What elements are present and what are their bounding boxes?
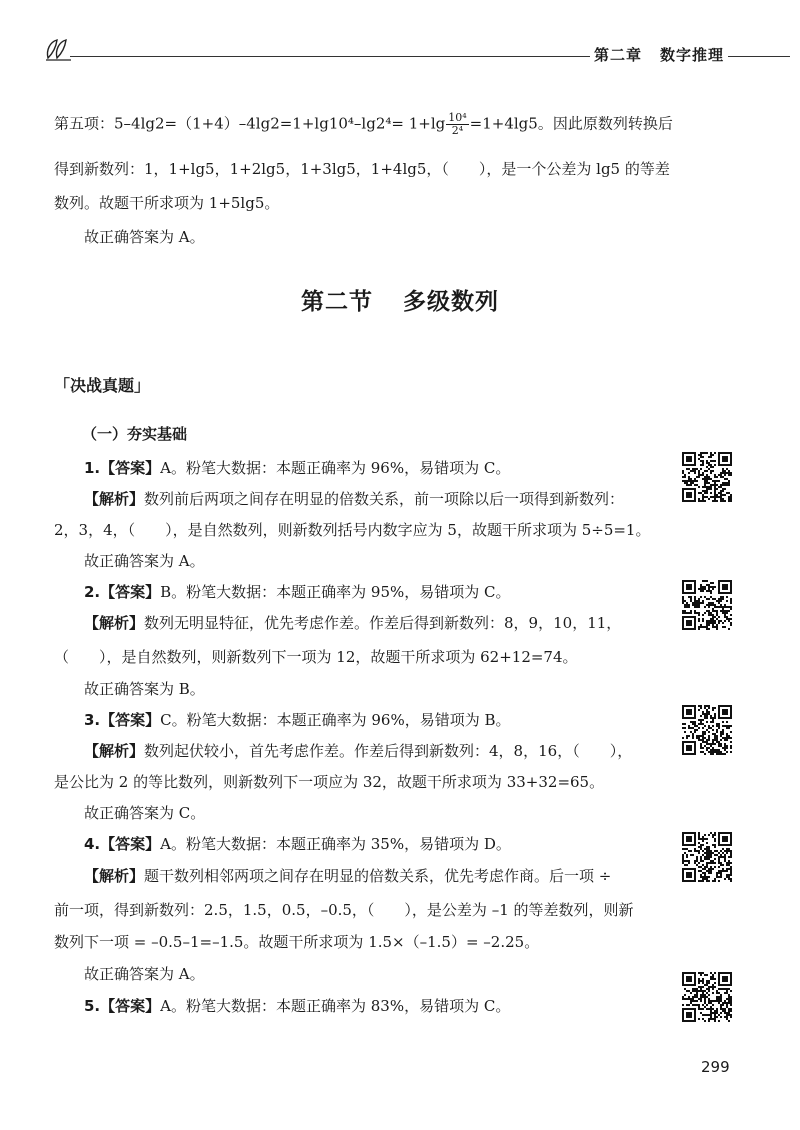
question-answer: 1.【答案】A。粉笔大数据：本题正确率为 96%，易错项为 C。 <box>84 459 511 477</box>
paragraph-line: （ ），是自然数列，则新数列下一项为 12，故题干所求项为 62+12=74。 <box>54 648 578 666</box>
paragraph-line: 2，3，4，（ ），是自然数列，则新数列括号内数字应为 5，故题干所求项为 5÷5=1。 <box>54 521 651 539</box>
page-number: 299 <box>701 1058 730 1076</box>
paragraph-line: 数列。故题干所求项为 1+5lg5。 <box>54 194 280 212</box>
question-answer: 3.【答案】C。粉笔大数据：本题正确率为 96%，易错项为 B。 <box>84 711 511 729</box>
paragraph-line: 得到新数列：1，1+lg5，1+2lg5，1+3lg5，1+4lg5，（ ），是一个公差为 lg5 的等差 <box>54 160 670 178</box>
question-answer: 5.【答案】A。粉笔大数据：本题正确率为 83%，易错项为 C。 <box>84 997 511 1015</box>
paragraph-line: 是公比为 2 的等比数列，则新数列下一项应为 32，故题干所求项为 33+32=65。 <box>54 773 605 791</box>
leaf-ornament-icon <box>44 38 72 62</box>
header-chapter: 第二章 <box>594 46 643 64</box>
fraction: $\frac{\text{10⁴}}{\text{2⁴}}$ <box>448 111 467 137</box>
question-explanation: 【解析】数列前后两项之间存在明显的倍数关系，前一项除以后一项得到新数列： <box>84 490 625 508</box>
answer-line: 故正确答案为 A。 <box>84 552 205 570</box>
qr-code-icon[interactable] <box>682 580 732 630</box>
paragraph-line: 数列下一项 = –0.5–1=–1.5。故题干所求项为 1.5×（–1.5）= –2.25。 <box>54 933 540 951</box>
running-header <box>594 44 724 65</box>
answer-line: 故正确答案为 C。 <box>84 804 206 822</box>
answer-line: 故正确答案为 A。 <box>84 228 205 246</box>
qr-code-icon[interactable] <box>682 452 732 502</box>
header-rule-left <box>70 56 590 57</box>
section-title: 第二节 多级数列 <box>301 289 499 315</box>
question-answer: 2.【答案】B。粉笔大数据：本题正确率为 95%，易错项为 C。 <box>84 583 511 601</box>
header-rule-right <box>728 56 790 57</box>
question-answer: 4.【答案】A。粉笔大数据：本题正确率为 35%，易错项为 D。 <box>84 835 511 853</box>
paragraph-line: 第五项：5–4lg2=（1+4）–4lg2=1+lg10⁴–lg2⁴= 1+lg $\frac{\text{10⁴}}{\text{2⁴}}$ =1+4lg5。因此原数列转换后 <box>54 111 673 137</box>
question-explanation: 【解析】数列无明显特征，优先考虑作差。作差后得到新数列：8，9，10，11， <box>84 614 622 632</box>
paragraph-line: 前一项，得到新数列：2.5，1.5，0.5，–0.5，（ ），是公差为 –1 的等差数列，则新 <box>54 901 634 919</box>
answer-line: 故正确答案为 A。 <box>84 965 205 983</box>
qr-code-icon[interactable] <box>682 705 732 755</box>
header-topic: 数字推理 <box>660 46 725 64</box>
qr-code-icon[interactable] <box>682 832 732 882</box>
question-explanation: 【解析】数列起伏较小，首先考虑作差。作差后得到新数列：4，8，16，（ ）， <box>84 742 633 760</box>
subheading-real-exam: 「决战真题」 <box>54 376 151 395</box>
subheading-basics: （一）夯实基础 <box>82 425 188 443</box>
qr-code-icon[interactable] <box>682 972 732 1022</box>
question-explanation: 【解析】题干数列相邻两项之间存在明显的倍数关系，优先考虑作商。后一项 ÷ <box>84 867 612 885</box>
answer-line: 故正确答案为 B。 <box>84 680 205 698</box>
